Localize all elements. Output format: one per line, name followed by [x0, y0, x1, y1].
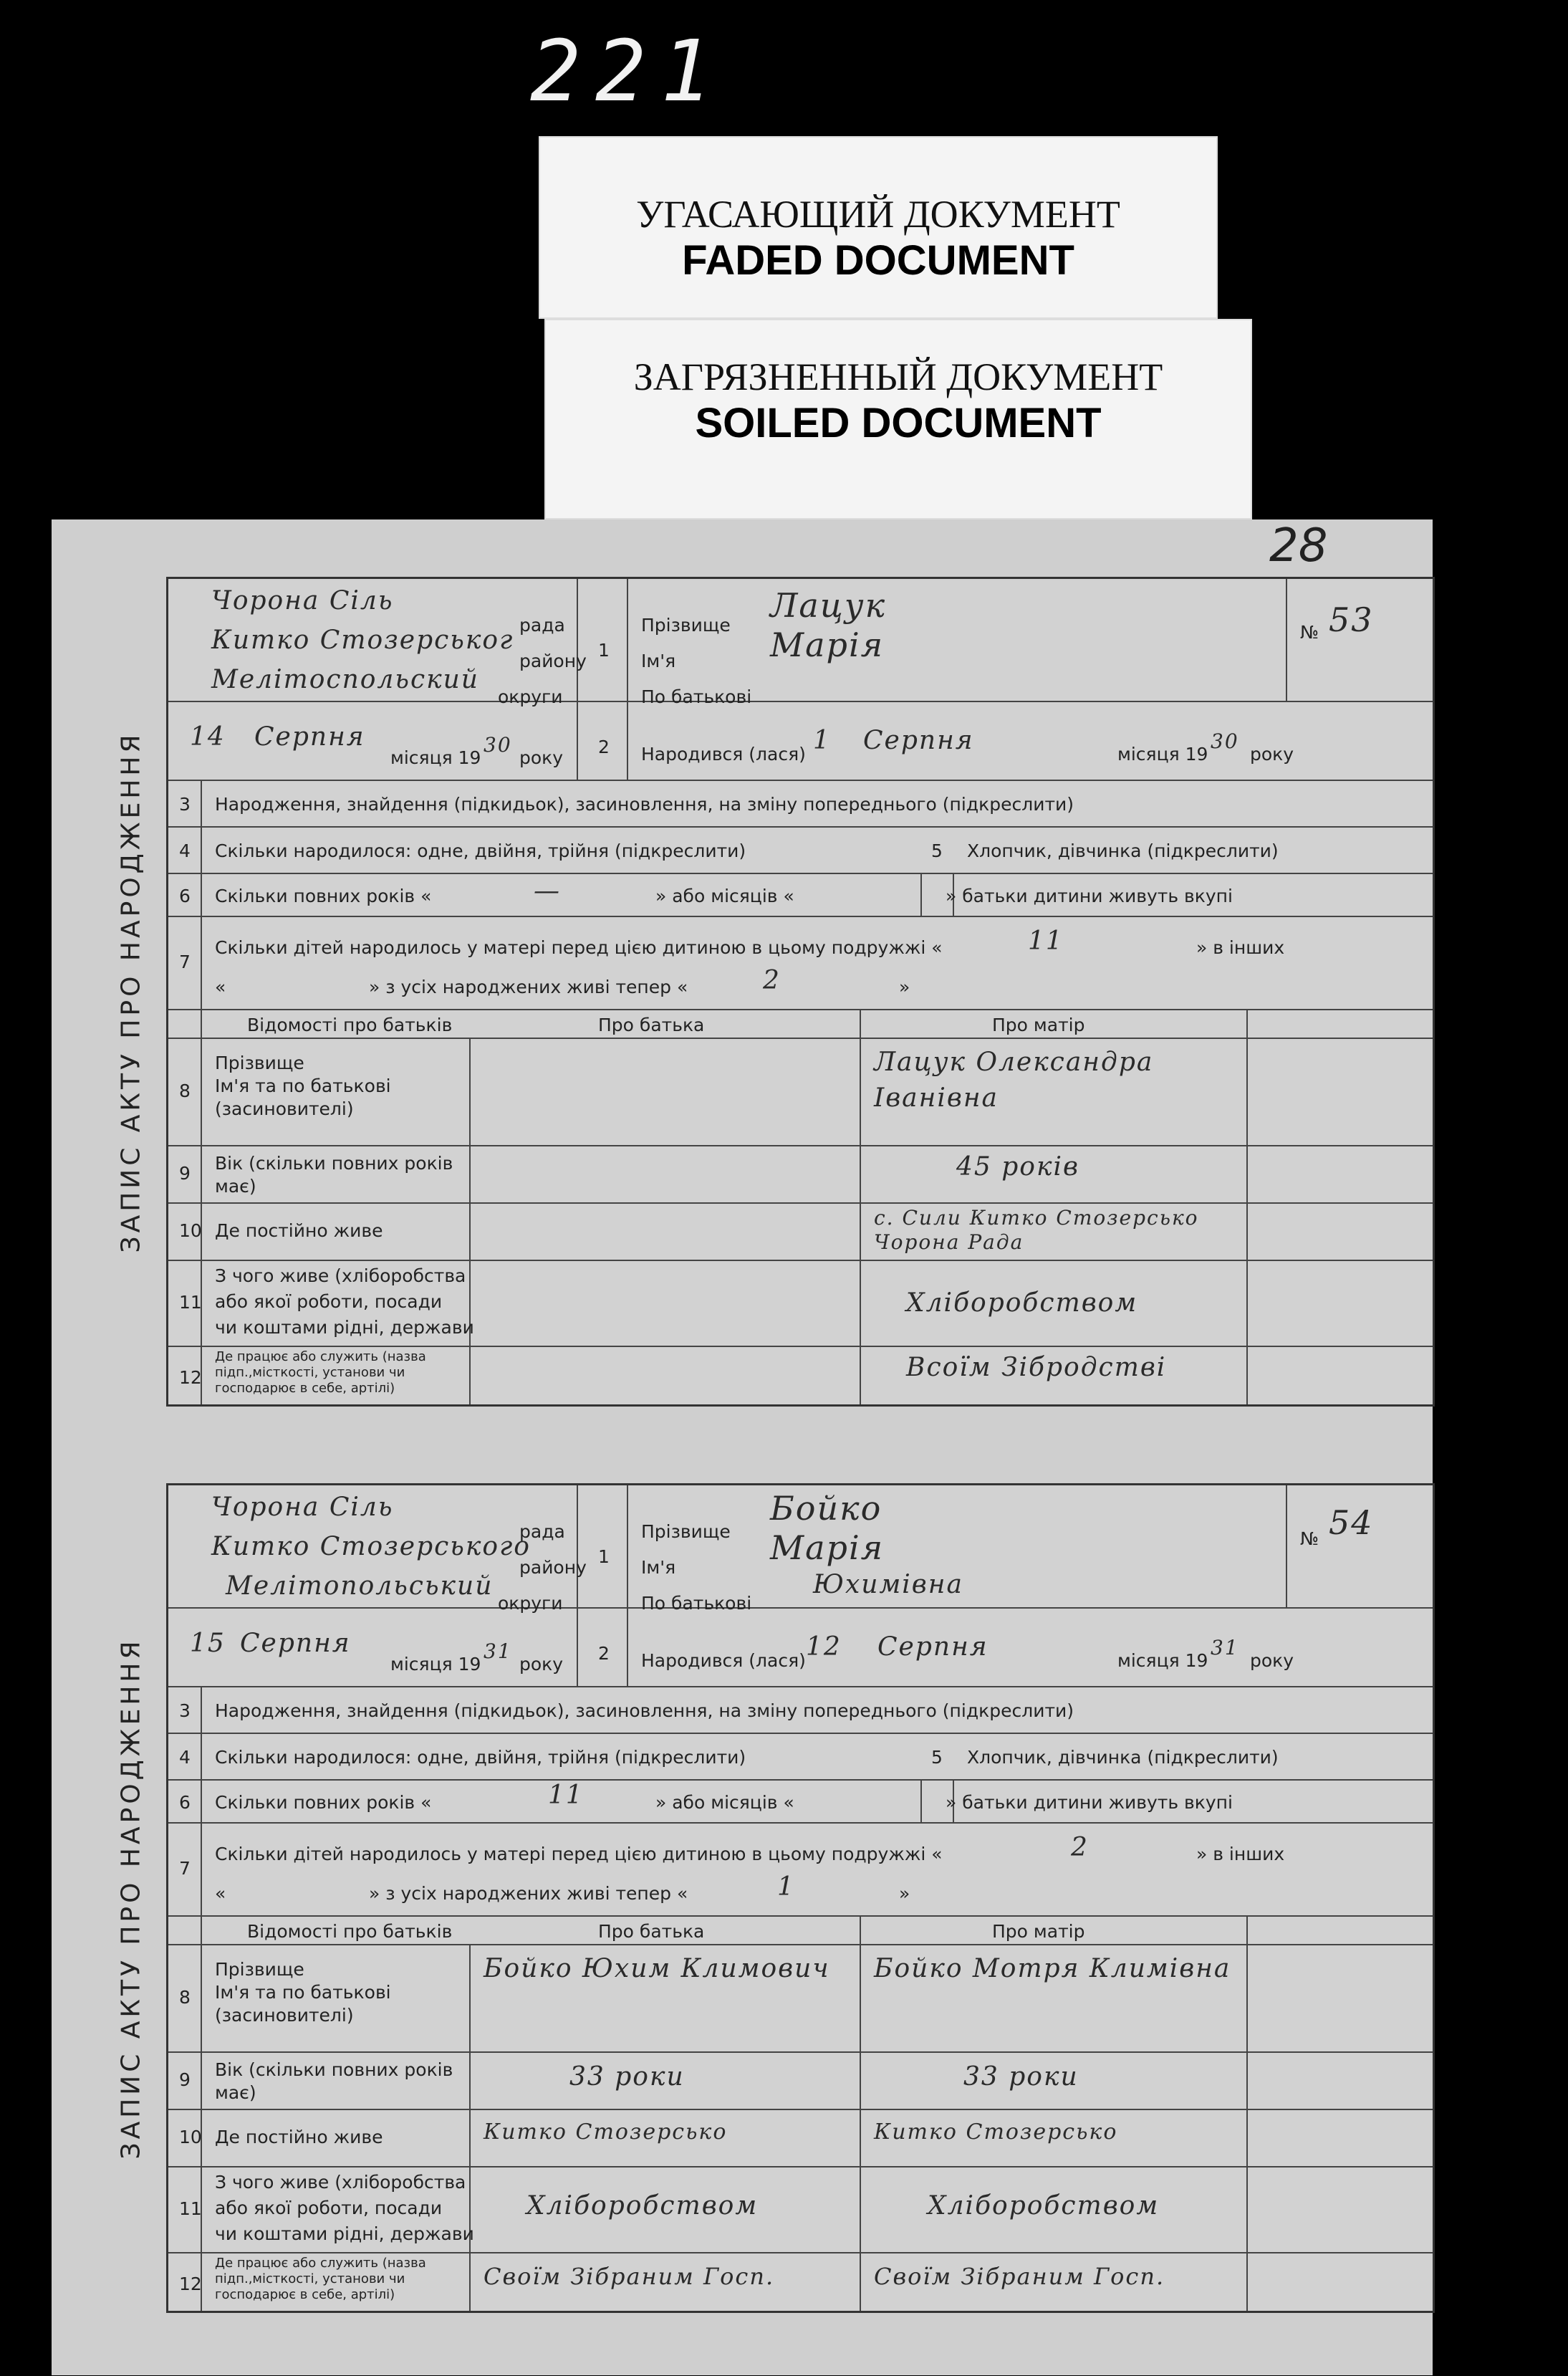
- row-6-text-a-2: Скільки повних років «: [215, 1792, 432, 1813]
- row-8-label-2: Прізвище Ім'я та по батькові (засиновителі): [215, 1959, 391, 2026]
- row-5-text-2: Хлопчик, дівчинка (підкреслити): [967, 1747, 1279, 1768]
- faded-document-label: [539, 136, 1218, 319]
- register-page: [52, 519, 1433, 2375]
- label-rada: рада: [519, 615, 565, 636]
- col-mother-header: Про матір: [992, 1015, 1085, 1035]
- birth-month-2: Серпня: [877, 1632, 989, 1662]
- label-surname: Прізвище: [641, 615, 731, 636]
- record-number: 53: [1329, 600, 1374, 639]
- row-6-text-b-2: » або місяців «: [655, 1792, 794, 1813]
- registration-month: Серпня: [254, 722, 365, 752]
- row-7-text-c-2: «: [215, 1883, 226, 1904]
- father-residence: Китко Стозерсько: [484, 2119, 728, 2145]
- rayon-value: Китко Стозерськог: [211, 626, 514, 655]
- label-year: року: [519, 747, 564, 768]
- row-5-text: Хлопчик, дівчинка (підкреслити): [967, 840, 1279, 861]
- col-father-header-2: Про батька: [598, 1921, 705, 1942]
- label-surname-2: Прізвище: [641, 1521, 731, 1542]
- birth-day-2: 12: [806, 1632, 842, 1662]
- okrug-value: Мелітоспольский: [211, 665, 479, 694]
- children-before-2: 2: [1071, 1833, 1089, 1862]
- years-together-2: 11: [548, 1781, 584, 1810]
- label-patronymic: По батькові: [641, 686, 752, 707]
- row-3-text-2: Народження, знайдення (підкидьок), засиновлення, на зміну попереднього (підкреслити): [215, 1700, 1074, 1721]
- row-10-number-2: 10: [179, 2127, 202, 2147]
- birth-record-2: [116, 1483, 1435, 2313]
- registration-year-2: 31: [484, 1639, 512, 1663]
- row-12-number: 12: [179, 1367, 202, 1388]
- row-9-label-2: Вік (скільки повних років має): [215, 2059, 453, 2103]
- label-birth-month-2: місяця 19: [1117, 1650, 1208, 1671]
- record-number-2: 54: [1329, 1503, 1374, 1542]
- label-born: Народився (лася): [641, 744, 806, 765]
- children-alive-2: 1: [777, 1872, 795, 1902]
- label-number-sign: №: [1300, 622, 1319, 643]
- col-info-header: Відомості про батьків: [247, 1015, 453, 1035]
- row-9-number-2: 9: [179, 2069, 191, 2090]
- col-father-header: Про батька: [598, 1015, 705, 1035]
- birth-year-2: 31: [1211, 1636, 1239, 1659]
- row-7-text-b: » в інших: [1196, 937, 1285, 958]
- child-surname-2: Бойко: [770, 1489, 882, 1528]
- row-10-label: Де постійно живе: [215, 1220, 383, 1241]
- mother-name: Лацук Олександра Іванівна: [874, 1048, 1154, 1113]
- row-8-label: Прізвище Ім'я та по батькові (засиновителі): [215, 1053, 391, 1119]
- row-11-number: 11: [179, 1292, 202, 1313]
- birth-year: 30: [1211, 729, 1239, 753]
- row-7-text-d: » з усіх народжених живі тепер «: [369, 977, 688, 997]
- row-5-number-2: 5: [931, 1747, 943, 1768]
- row-7-number: 7: [179, 952, 191, 972]
- okrug-value-2: Мелітопольський: [226, 1571, 494, 1601]
- father-age: 33 роки: [569, 2062, 685, 2092]
- side-title: ЗАПИС АКТУ ПРО НАРОДЖЕННЯ: [116, 731, 146, 1252]
- row-6-text-b: » або місяців «: [655, 886, 794, 906]
- row-6-text-c-2: » батьки дитини живуть вкупі: [946, 1792, 1233, 1813]
- mother-age: 45 років: [956, 1152, 1079, 1182]
- father-work: Своїм Зібраним Госп.: [484, 2263, 775, 2290]
- row-7-text-c: «: [215, 977, 226, 997]
- row-10-label-2: Де постійно живе: [215, 2127, 383, 2147]
- village-council-2: Чорона Сіль: [211, 1493, 394, 1522]
- col-mother-header-2: Про матір: [992, 1921, 1085, 1942]
- side-title-2: ЗАПИС АКТУ ПРО НАРОДЖЕННЯ: [116, 1637, 146, 2159]
- child-name: Марія: [770, 626, 885, 664]
- row-3-number-2: 3: [179, 1700, 191, 1721]
- row-4-number-2: 4: [179, 1747, 191, 1768]
- row-7-number-2: 7: [179, 1858, 191, 1879]
- registration-day-2: 15: [190, 1629, 226, 1658]
- label-rayonu: району: [519, 651, 587, 671]
- label-number-sign-2: №: [1300, 1528, 1319, 1549]
- row-6-number-2: 6: [179, 1792, 191, 1813]
- archive-number: 221: [530, 21, 726, 120]
- child-patronymic-2: Юхимівна: [813, 1570, 963, 1599]
- label-rayonu-2: району: [519, 1557, 587, 1578]
- birth-day: 1: [813, 726, 831, 755]
- page-number: 28: [1269, 519, 1328, 573]
- row-5-number: 5: [931, 840, 943, 861]
- row-12-number-2: 12: [179, 2274, 202, 2294]
- label-okrugy: округи: [498, 686, 563, 707]
- father-income: Хліборобством: [526, 2191, 759, 2221]
- row-7-text-e-2: »: [899, 1883, 910, 1904]
- soiled-label-ru: ЗАГРЯЗНЕННЫЙ ДОКУМЕНТ: [633, 355, 1163, 398]
- label-name-2: Ім'я: [641, 1557, 676, 1578]
- col-info-header-2: Відомості про батьків: [247, 1921, 453, 1942]
- mother-name-2: Бойко Мотря Климівна: [874, 1954, 1231, 1983]
- label-born-2: Народився (лася): [641, 1650, 806, 1671]
- mother-age-2: 33 роки: [963, 2062, 1079, 2092]
- row-10-number: 10: [179, 1220, 202, 1241]
- years-together: —: [534, 876, 561, 906]
- row-7-text-e: »: [899, 977, 910, 997]
- row-11-number-2: 11: [179, 2198, 202, 2219]
- child-surname: Лацук: [770, 586, 887, 625]
- label-year-2: року: [519, 1654, 564, 1675]
- row-11-label-2: З чого живе (хліборобства або якої роботи, посади чи коштами рідні, держави: [215, 2172, 474, 2244]
- registration-month-2: Серпня: [240, 1629, 351, 1658]
- mother-income: Хліборобством: [906, 1288, 1138, 1318]
- mother-work-2: Своїм Зібраним Госп.: [874, 2263, 1165, 2290]
- village-council: Чорона Сіль: [211, 586, 394, 615]
- row-12-label: Де працює або служить (назва підп.,місткості, установи чи господарює в себе, артілі): [215, 1349, 426, 1396]
- label-month: місяця 19: [390, 747, 481, 768]
- label-birth-year: року: [1250, 744, 1294, 765]
- label-okrugy-2: округи: [498, 1593, 563, 1614]
- row-7-text-a-2: Скільки дітей народилось у матері перед цією дитиною в цьому подружжі «: [215, 1844, 943, 1864]
- row-11-label: З чого живе (хліборобства або якої роботи, посади чи коштами рідні, держави: [215, 1265, 474, 1338]
- row-6-number: 6: [179, 886, 191, 906]
- mother-work: Всоїм Зібродстві: [906, 1353, 1167, 1382]
- row-2-number-2: 2: [598, 1643, 610, 1664]
- mother-residence: с. Сили Китко Стозерсько Чорона Рада: [874, 1206, 1199, 1254]
- mother-income-2: Хліборобством: [928, 2191, 1160, 2221]
- row-9-number: 9: [179, 1163, 191, 1184]
- label-patronymic-2: По батькові: [641, 1593, 752, 1614]
- faded-label-en: FADED DOCUMENT: [682, 237, 1074, 284]
- children-alive: 2: [763, 966, 781, 995]
- faded-label-ru: УГАСАЮЩИЙ ДОКУМЕНТ: [636, 193, 1120, 236]
- row-4-number: 4: [179, 840, 191, 861]
- row-2-number: 2: [598, 737, 610, 757]
- label-birth-month: місяця 19: [1117, 744, 1208, 765]
- label-birth-year-2: року: [1250, 1650, 1294, 1671]
- row-4-text: Скільки народилося: одне, двійня, трійня (підкреслити): [215, 840, 746, 861]
- row-7-text-a: Скільки дітей народилось у матері перед цією дитиною в цьому подружжі «: [215, 937, 943, 958]
- label-rada-2: рада: [519, 1521, 565, 1542]
- registration-day: 14: [190, 722, 226, 752]
- row-4-text-2: Скільки народилося: одне, двійня, трійня (підкреслити): [215, 1747, 746, 1768]
- child-name-2: Марія: [770, 1528, 885, 1567]
- row-1-number-2: 1: [598, 1546, 610, 1567]
- row-12-label-2: Де працює або служить (назва підп.,місткості, установи чи господарює в себе, артілі): [215, 2256, 426, 2302]
- father-name: Бойко Юхим Климович: [484, 1954, 830, 1983]
- row-7-text-b-2: » в інших: [1196, 1844, 1285, 1864]
- label-month-2: місяця 19: [390, 1654, 481, 1675]
- soiled-document-label: [544, 319, 1252, 519]
- children-before: 11: [1028, 926, 1064, 956]
- mother-residence-2: Китко Стозерсько: [874, 2119, 1118, 2145]
- birth-record-1: [116, 577, 1435, 1407]
- row-1-number: 1: [598, 640, 610, 661]
- birth-month: Серпня: [863, 726, 974, 755]
- soiled-label-en: SOILED DOCUMENT: [695, 400, 1102, 446]
- row-8-number-2: 8: [179, 1987, 191, 2008]
- row-8-number: 8: [179, 1081, 191, 1101]
- registration-year: 30: [484, 733, 512, 757]
- row-3-text: Народження, знайдення (підкидьок), засиновлення, на зміну попереднього (підкреслити): [215, 794, 1074, 815]
- row-7-text-d-2: » з усіх народжених живі тепер «: [369, 1883, 688, 1904]
- row-9-label: Вік (скільки повних років має): [215, 1153, 453, 1197]
- rayon-value-2: Китко Стозерського: [211, 1532, 531, 1561]
- row-3-number: 3: [179, 794, 191, 815]
- row-6-text-c: » батьки дитини живуть вкупі: [946, 886, 1233, 906]
- row-6-text-a: Скільки повних років «: [215, 886, 432, 906]
- label-name: Ім'я: [641, 651, 676, 671]
